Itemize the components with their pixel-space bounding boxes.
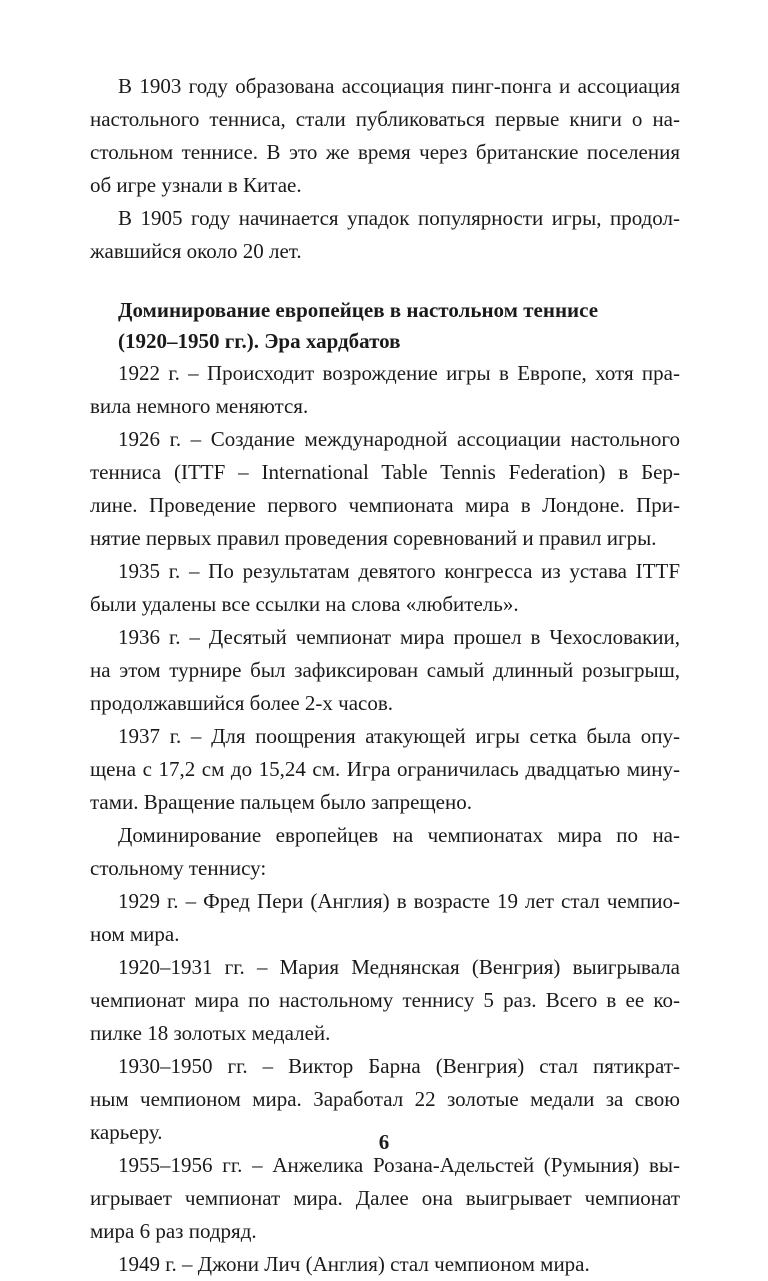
paragraph-line: нятие первых правил проведения соревнований и правил игры. <box>90 526 657 550</box>
paragraph-line: лине. Проведение первого чемпионата мира в Лондоне. При- <box>90 493 680 517</box>
paragraph-line: 1949 г. – Джони Лич (Англия) стал чемпионом мира. <box>118 1252 590 1276</box>
page-number: 6 <box>378 1130 390 1154</box>
paragraph-line: 1936 г. – Десятый чемпионат мира прошел в Чехословакии, <box>118 625 680 649</box>
paragraph-line: В 1903 году образована ассоциация пинг-понга и ассоциация <box>118 74 680 98</box>
paragraph-line: ном мира. <box>90 922 180 946</box>
paragraph <box>90 819 680 885</box>
paragraph-line: В 1905 году начинается упадок популярности игры, продол- <box>118 206 680 230</box>
paragraph <box>90 621 680 720</box>
section-heading <box>90 295 680 357</box>
paragraph-line: 1920–1931 гг. – Мария Меднянская (Венгрия) выигрывала <box>118 955 680 979</box>
paragraph-line: тами. Вращение пальцем было запрещено. <box>90 790 472 814</box>
paragraph <box>90 1149 680 1248</box>
paragraph-line: настольного тенниса, стали публиковаться первые книги о на- <box>90 107 680 131</box>
paragraph-line: были удалены все ссылки на слова «любитель». <box>90 592 519 616</box>
paragraph-line: об игре узнали в Китае. <box>90 173 302 197</box>
paragraph-line: щена с 17,2 см до 15,24 см. Игра ограничилась двадцатью мину- <box>90 757 680 781</box>
paragraph-line: чемпионат мира по настольному теннису 5 раз. Всего в ее ко- <box>90 988 680 1012</box>
paragraph-line: 1926 г. – Создание международной ассоциации настольного <box>118 427 680 451</box>
paragraph-line: мира 6 раз подряд. <box>90 1219 257 1243</box>
paragraph-line: 1922 г. – Происходит возрождение игры в Европе, хотя пра- <box>118 361 680 385</box>
paragraph-line: карьеру. <box>90 1120 163 1144</box>
paragraph <box>90 885 680 951</box>
paragraph-line: тенниса (ITTF – International Table Tennis Federation) в Бер- <box>90 460 680 484</box>
paragraph <box>90 1248 680 1281</box>
paragraph-line: на этом турнире был зафиксирован самый длинный розыгрыш, <box>90 658 680 682</box>
paragraph-line: 1930–1950 гг. – Виктор Барна (Венгрия) стал пятикрат- <box>118 1054 680 1078</box>
paragraph <box>90 423 680 555</box>
paragraph-line: Доминирование европейцев на чемпионатах мира по на- <box>118 823 680 847</box>
section-gap <box>90 268 680 295</box>
paragraph-line: 1955–1956 гг. – Анжелика Розана-Адельстей (Румыния) вы- <box>118 1153 680 1177</box>
page-body <box>90 70 680 1281</box>
paragraph-line: ным чемпионом мира. Заработал 22 золотые медали за свою <box>90 1087 680 1111</box>
paragraph-line: 1929 г. – Фред Пери (Англия) в возрасте 19 лет стал чемпио- <box>118 889 680 913</box>
section-heading-line: Доминирование европейцев в настольном теннисе <box>118 298 599 322</box>
paragraph-line: стольном теннисе. В это же время через британские поселения <box>90 140 680 164</box>
section-heading-line: (1920–1950 гг.). Эра хардбатов <box>118 329 401 353</box>
paragraph <box>90 951 680 1050</box>
paragraph <box>90 720 680 819</box>
intro-section <box>90 70 680 268</box>
paragraph <box>90 555 680 621</box>
paragraph-line: вила немного меняются. <box>90 394 309 418</box>
paragraph-line: пилке 18 золотых медалей. <box>90 1021 331 1045</box>
paragraph-line: жавшийся около 20 лет. <box>90 239 302 263</box>
paragraph-line: 1937 г. – Для поощрения атакующей игры сетка была опу- <box>118 724 680 748</box>
paragraph-line: игрывает чемпионат мира. Далее она выигрывает чемпионат <box>90 1186 680 1210</box>
paragraph <box>90 357 680 423</box>
paragraph <box>90 202 680 268</box>
paragraph-line: 1935 г. – По результатам девятого конгресса из устава ITTF <box>118 559 680 583</box>
paragraph <box>90 70 680 202</box>
paragraph-line: продолжавшийся более 2-х часов. <box>90 691 394 715</box>
paragraph-line: стольному теннису: <box>90 856 267 880</box>
